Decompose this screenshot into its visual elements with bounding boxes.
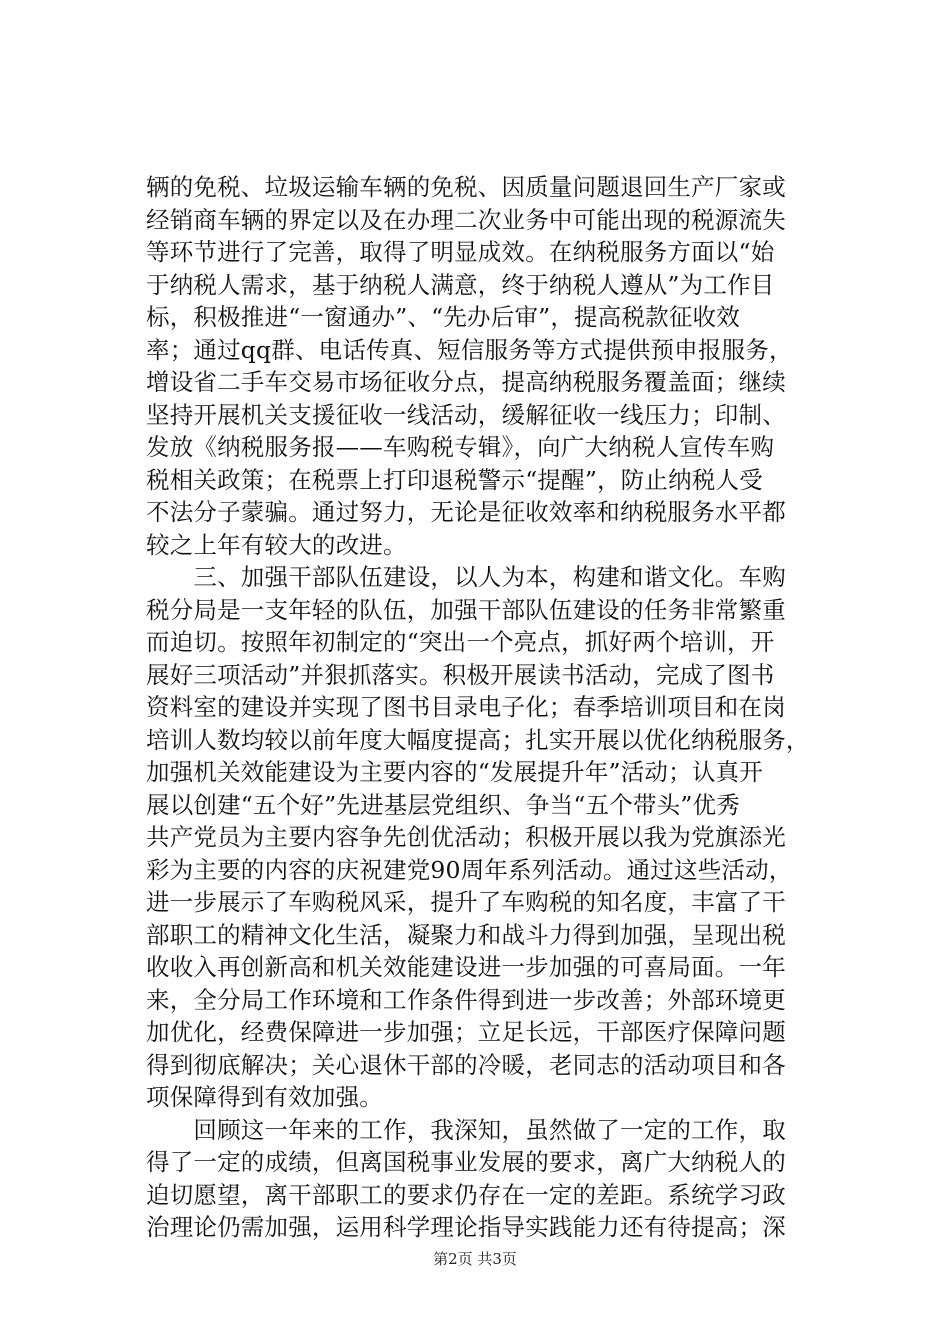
text-line: 较之上年有较大的改进。 <box>146 530 407 559</box>
text-line: 来，全分局工作环境和工作条件得到进一步改善；外部环境更 <box>146 985 786 1014</box>
document-body <box>146 171 826 1244</box>
text-line: 标，积极推进“一窗通办”、“先办后审”，提高税款征收效 <box>146 303 740 331</box>
text-line: 三、加强干部队伍建设，以人为本，构建和谐文化。车购 <box>146 563 786 591</box>
text-line: 共产党员为主要内容争先创优活动；积极开展以我为党旗添光 <box>146 823 786 851</box>
text-line: 于纳税人需求，基于纳税人满意，终于纳税人遵从”为工作目 <box>146 270 775 299</box>
text-line: 迫切愿望，离干部职工的要求仍存在一定的差距。系统学习政 <box>146 1180 786 1209</box>
text-line: 辆的免税、垃圾运输车辆的免税、因质量问题退回生产厂家或 <box>146 173 786 201</box>
text-line: 税分局是一支年轻的队伍，加强干部队伍建设的任务非常繁重 <box>146 595 786 624</box>
text-line: 彩为主要的内容的庆祝建党90周年系列活动。通过这些活动， <box>146 855 793 884</box>
text-line: 资料室的建设并实现了图书目录电子化；春季培训项目和在岗 <box>146 693 786 721</box>
text-line: 不法分子蒙骗。通过努力，无论是征收效率和纳税服务水平都 <box>146 498 786 526</box>
text-line: 得到彻底解决；关心退休干部的冷暖，老同志的活动项目和各 <box>146 1050 786 1079</box>
text-line: 项保障得到有效加强。 <box>146 1083 383 1111</box>
text-line: 而迫切。按照年初制定的“突出一个亮点，抓好两个培训，开 <box>146 628 775 656</box>
text-line: 率；通过qq群、电话传真、短信服务等方式提供预申报服务， <box>146 335 793 364</box>
text-line: 加优化，经费保障进一步加强；立足长远，干部医疗保障问题 <box>146 1018 786 1046</box>
text-line: 发放《纳税服务报——车购税专辑》，向广大纳税人宣传车购 <box>146 433 775 461</box>
text-line: 等环节进行了完善，取得了明显成效。在纳税服务方面以“始 <box>146 238 775 266</box>
text-line: 部职工的精神文化生活，凝聚力和战斗力得到加强，呈现出税 <box>146 920 786 949</box>
text-line: 得了一定的成绩，但离国税事业发展的要求，离广大纳税人的 <box>146 1148 786 1176</box>
text-line: 回顾这一年来的工作，我深知，虽然做了一定的工作，取 <box>146 1115 786 1144</box>
paragraph-3 <box>146 1114 826 1244</box>
paragraph-1 <box>146 171 826 561</box>
paragraph-2 <box>146 561 826 1114</box>
text-line: 收收入再创新高和机关效能建设进一步加强的可喜局面。一年 <box>146 953 786 981</box>
text-line: 坚持开展机关支援征收一线活动，缓解征收一线压力；印制、 <box>146 400 786 429</box>
text-line: 展以创建“五个好”先进基层党组织、争当“五个带头”优秀 <box>146 790 740 819</box>
page-number-footer: 第2页 共3页 <box>433 1250 517 1268</box>
text-line: 经销商车辆的界定以及在办理二次业务中可能出现的税源流失 <box>146 205 786 234</box>
text-line: 展好三项活动”并狠抓落实。积极开展读书活动，完成了图书 <box>146 660 775 689</box>
text-line: 治理论仍需加强，运用科学理论指导实践能力还有待提高；深 <box>146 1213 786 1241</box>
text-line: 增设省二手车交易市场征收分点，提高纳税服务覆盖面；继续 <box>146 368 786 396</box>
text-line: 加强机关效能建设为主要内容的“发展提升年”活动；认真开 <box>146 758 763 786</box>
text-line: 培训人数均较以前年度大幅度提高；扎实开展以优化纳税服务， <box>146 725 810 754</box>
text-line: 进一步展示了车购税风采，提升了车购税的知名度，丰富了干 <box>146 888 786 916</box>
text-line: 税相关政策；在税票上打印退税警示“提醒”，防止纳税人受 <box>146 465 763 494</box>
